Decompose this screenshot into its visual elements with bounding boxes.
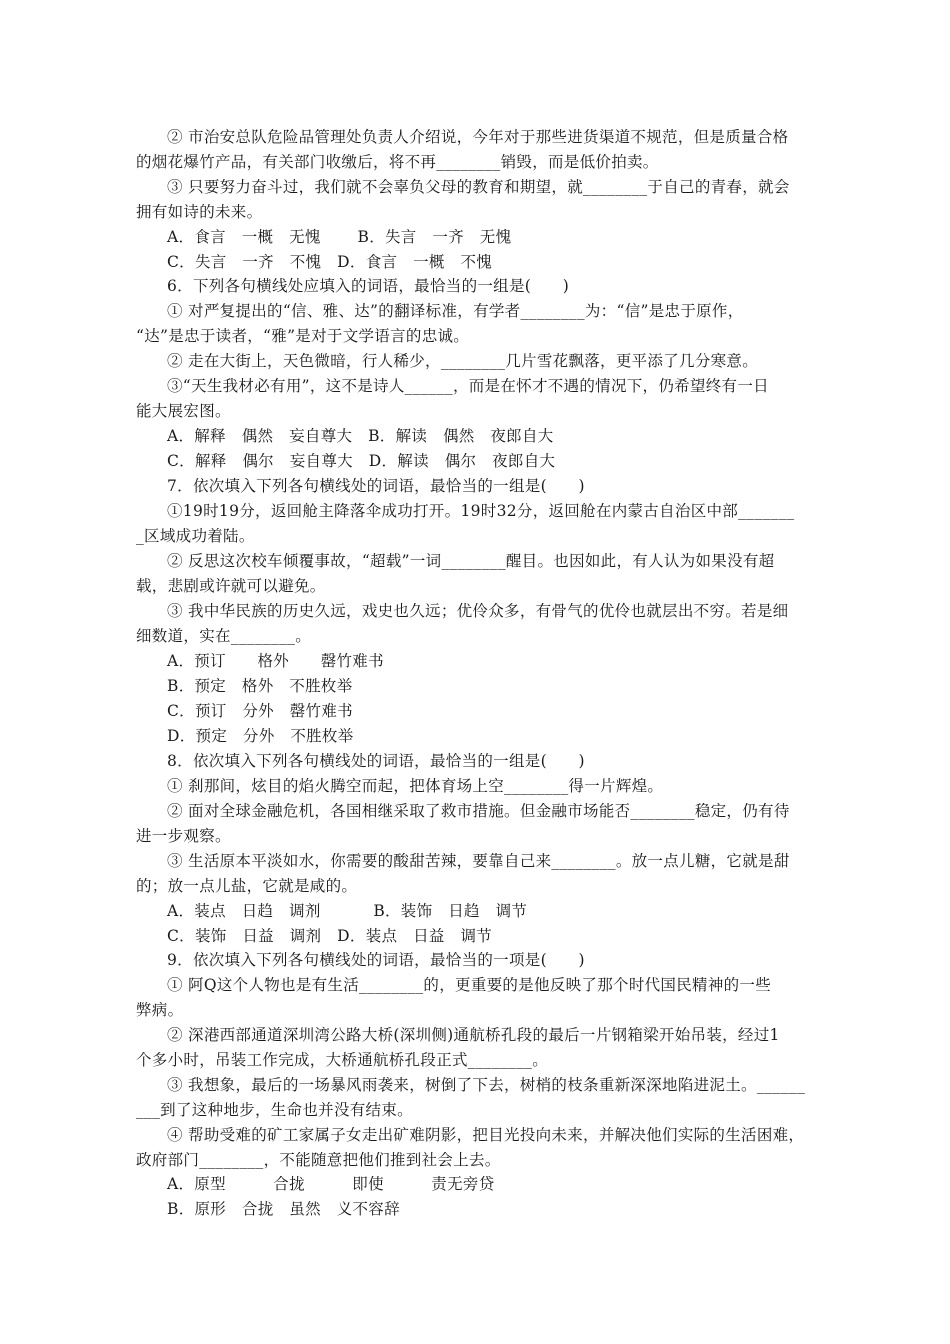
q9-item-2-line-2: 个多小时，吊装工作完成，大桥通航桥孔段正式________。 [136, 1051, 549, 1069]
q5-item-3-line-2: 拥有如诗的未来。 [136, 203, 263, 221]
q9-item-1-line-2: 弊病。 [136, 1001, 184, 1019]
q7-option-a: A．预订 格外 罄竹难书 [167, 652, 384, 670]
q7-option-b: B．预定 格外 不胜枚举 [167, 677, 353, 695]
q8-options-ab: A．装点 日趋 调剂 B．装饰 日趋 调节 [167, 902, 528, 920]
q7-item-3-line-1: ③ 我中华民族的历史久远，戏史也久远；优伶众多，有骨气的优伶也就层出不穷。若是细 [167, 602, 789, 620]
q5-item-3-line-1: ③ 只要努力奋斗过，我们就不会辜负父母的教育和期望，就________于自己的青春，就会 [167, 178, 790, 196]
q9-item-2-line-1: ② 深港西部通道深圳湾公路大桥(深圳侧)通航桥孔段的最后一片钢箱梁开始吊装，经过1 [167, 1026, 780, 1044]
q6-item-1-line-1: ① 对严复提出的“信、雅、达”的翻译标准，有学者________为：“信”是忠于原作， [167, 302, 744, 320]
q8-item-3-line-2: 的；放一点儿盐，它就是咸的。 [136, 877, 358, 895]
q9-option-a: A．原型 合拢 即使 责无旁贷 [167, 1175, 495, 1193]
q8-options-cd: C．装饰 日益 调剂 D．装点 日益 调节 [167, 927, 493, 945]
q5-item-2-line-1: ② 市治安总队危险品管理处负责人介绍说，今年对于那些进货渠道不规范，但是质量合格 [167, 128, 789, 146]
q9-item-4-line-1: ④ 帮助受难的矿工家属子女走出矿难阴影，把目光投向未来，并解决他们实际的生活困难， [167, 1126, 805, 1144]
q6-item-3-line-2: 能大展宏图。 [136, 402, 231, 420]
q9-stem: 9．依次填入下列各句横线处的词语，最恰当的一项是( ) [167, 951, 585, 969]
q9-item-1-line-1: ① 阿Q这个人物也是有生活________的，更重要的是他反映了那个时代国民精神的一些 [167, 976, 772, 994]
q9-option-b: B．原形 合拢 虽然 义不容辞 [167, 1200, 400, 1218]
q8-stem: 8．依次填入下列各句横线处的词语，最恰当的一组是( ) [167, 752, 585, 770]
q6-stem: 6．下列各句横线处应填入的词语，最恰当的一组是( ) [167, 277, 570, 295]
q6-item-3-line-1: ③“天生我材必有用”，这不是诗人______，而是在怀才不遇的情况下，仍希望终有一日 [167, 377, 769, 395]
q8-item-2-line-2: 进一步观察。 [136, 827, 231, 845]
q7-option-d: D．预定 分外 不胜枚举 [167, 727, 354, 745]
q7-item-2-line-2: 载，悲剧或许就可以避免。 [136, 577, 326, 595]
q7-item-1-line-1: ①19时19分，返回舱主降落伞成功打开。19时32分，返回舱在内蒙古自治区中部_______ [167, 502, 795, 520]
q7-option-c: C．预订 分外 罄竹难书 [167, 702, 353, 720]
q7-item-2-line-1: ② 反思这次校车倾覆事故，“超载”一词________醒目。也因如此，有人认为如果没有超 [167, 552, 775, 570]
q9-item-3-line-2: ___到了这种地步，生命也并没有结束。 [136, 1101, 413, 1119]
q7-item-1-line-2: _区域成功着陆。 [136, 527, 255, 545]
q5-item-2-line-2: 的烟花爆竹产品，有关部门收缴后，将不再________销毁，而是低价拍卖。 [136, 153, 659, 171]
q7-item-3-line-2: 细数道，实在________。 [136, 627, 312, 645]
q9-item-4-line-2: 政府部门________，不能随意把他们推到社会上去。 [136, 1151, 501, 1169]
q8-item-1: ① 刹那间，炫目的焰火腾空而起，把体育场上空________得一片辉煌。 [167, 777, 664, 795]
q5-options-ab: A．食言 一概 无愧 B．失言 一齐 无愧 [167, 228, 512, 246]
q6-item-2: ② 走在大街上，天色微暗，行人稀少，________几片雪花飘落，更平添了几分寒意。 [167, 352, 759, 370]
q9-item-3-line-1: ③ 我想象，最后的一场暴风雨袭来，树倒了下去，树梢的枝条重新深深地陷进泥土。______ [167, 1076, 806, 1094]
q6-options-ab: A．解释 偶然 妄自尊大 B．解读 偶然 夜郎自大 [167, 427, 554, 445]
q6-item-1-line-2: “达”是忠于读者，“雅”是对于文学语言的忠诚。 [136, 327, 470, 345]
q5-options-cd: C．失言 一齐 不愧 D．食言 一概 不愧 [167, 253, 493, 271]
q8-item-3-line-1: ③ 生活原本平淡如水，你需要的酸甜苦辣，要靠自己来________。放一点儿糖，它就是甜 [167, 852, 790, 870]
q7-stem: 7．依次填入下列各句横线处的词语，最恰当的一组是( ) [167, 477, 585, 495]
q6-options-cd: C．解释 偶尔 妄自尊大 D．解读 偶尔 夜郎自大 [167, 452, 556, 470]
q8-item-2-line-1: ② 面对全球金融危机，各国相继采取了救市措施。但金融市场能否________稳定，仍有待 [167, 802, 790, 820]
